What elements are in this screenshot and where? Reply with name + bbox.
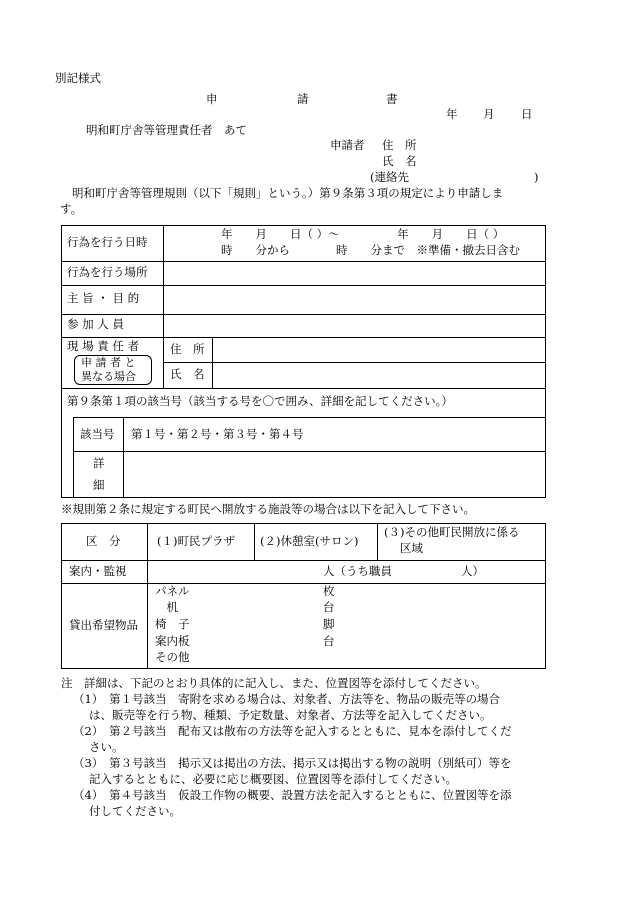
datetime-time-range: 時 分から 時 分まで ※準備・撤去日含む [221,243,520,257]
manager-note-line-1: 申 請 者 と [81,356,136,369]
row-divider [73,451,546,452]
datetime-label: 行為を行う日時 [67,235,148,249]
col-divider [123,417,124,498]
rental-item-name: 椅 子 [155,617,190,631]
detail-label-2: 細 [93,478,105,492]
title-char-3: 書 [386,92,398,106]
guide-label: 案内・監視 [69,564,127,578]
rental-item-name: パネル [155,584,190,598]
notes-header: 注 詳細は、下記のとおり具体的に記入し、また、位置図等を添付してください。 [61,676,487,690]
applicant-contact-close: ) [534,170,539,184]
participants-label: 参 加 人 員 [67,317,124,331]
datetime-date-range: 年 月 日（ ）～ 年 月 日（ ） [221,227,505,241]
title-char-2: 請 [297,92,309,106]
row-divider [163,362,546,363]
date-day: 日 [521,107,533,121]
facility-note: ※規則第２条に規定する町民へ開放する施設等の場合は以下を記入して下さい。 [61,502,475,516]
applicable-options: 第１号・第２号・第３号・第４号 [131,427,304,441]
applicant-contact-open: (連絡先 [370,170,409,184]
purpose-label: 主 旨 ・ 目 的 [67,291,140,305]
row-divider [61,285,546,286]
note-line: （4） 第４号該当 仮設工作物の概要、設置方法を記入するとともに、位置図等を添 [73,788,512,802]
row-divider [61,314,546,315]
addressee: 明和町庁舎等管理責任者 あて [86,123,247,137]
rental-item-name: 案内板 [155,634,190,648]
applicant-name-label: 氏 名 [382,154,417,168]
guide-value: 人（うち職員 人） [323,564,484,578]
applicant-address-label: 住 所 [382,138,417,152]
place-label: 行為を行う場所 [67,265,148,279]
rental-item-unit: 台 [323,634,335,648]
note-line: は、販売等を行う物、種類、予定数量、対象者、方法等を記入してください。 [89,708,492,722]
rental-label: 貸出希望物品 [69,618,138,632]
article-instruction: 第９条第１項の該当号（該当する号を〇で囲み、詳細を記してください。） [67,394,453,408]
rental-item-name: その他 [155,650,190,664]
date-year: 年 [446,107,458,121]
intro-line-2: す。 [60,202,83,216]
manager-address-label: 住 所 [170,342,205,356]
option-town-plaza: (１)町民プラザ [157,534,235,548]
rental-item-name: 机 [155,600,178,614]
applicable-label: 該当号 [80,427,115,441]
row-divider [61,583,546,584]
rental-item-unit: 脚 [323,617,335,631]
note-line: 記入するとともに、必要に応じ概要図、位置図等を添付してください。 [89,772,457,786]
division-label: 区 分 [86,534,121,548]
option-other-area-line-1: (３)その他町民開放に係る [384,525,520,539]
intro-line-1: 明和町庁舎等管理規則（以下「規則」という。）第９条第３項の規定により申請しま [72,186,504,200]
row-divider [61,261,546,262]
note-line: 付してください。 [89,804,181,818]
row-divider [61,560,546,561]
col-divider [212,337,213,388]
detail-label-1: 詳 [93,456,105,470]
manager-note-line-2: 異なる場合 [81,370,136,383]
form-label: 別記様式 [55,71,101,85]
note-line: （3） 第３号該当 掲示又は掲出の方法、掲示又は掲出する物の説明（別紙可）等を [73,756,512,770]
date-month: 月 [483,107,495,121]
applicant-label: 申請者 [330,138,365,152]
manager-label: 現 場 責 任 者 [67,339,140,353]
col-divider [147,523,148,669]
note-line: さい。 [89,740,124,754]
col-divider [254,523,255,560]
option-rest-room: (２)休憩室(サロン) [260,534,359,548]
rental-item-unit: 台 [323,600,335,614]
note-line: （2） 第２号該当 配布又は散布の方法等を記入するとともに、見本を添付してくだ [73,724,512,738]
row-divider [61,337,546,338]
note-line: （1） 第１号該当 寄附を求める場合は、対象者、方法等を、物品の販売等の場合 [73,692,501,706]
option-other-area-line-2: 区域 [400,541,423,555]
row-divider [61,388,546,389]
rental-item-unit: 枚 [323,584,335,598]
title-char-1: 申 [206,92,218,106]
col-divider [163,225,164,388]
col-divider [377,523,378,560]
manager-name-label: 氏 名 [170,367,205,381]
